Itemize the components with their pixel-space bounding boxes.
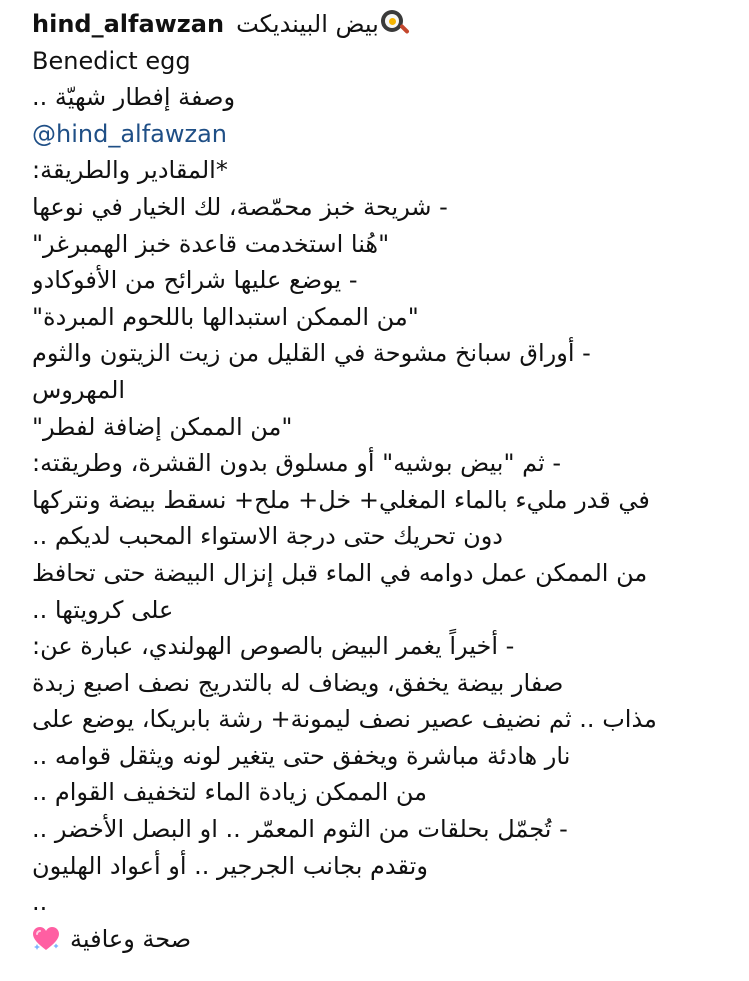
mention-link[interactable]: @hind_alfawzan (32, 119, 227, 148)
caption-line: .. (32, 888, 48, 917)
caption-line: وتقدم بجانب الجرجير .. أو أعواد الهليون (32, 851, 428, 880)
caption-line: نار هادئة مباشرة ويخفق حتى يتغير لونه ويثقل قوامه .. (32, 741, 571, 770)
caption-line: - يوضع عليها شرائح من الأفوكادو (32, 266, 358, 295)
caption-subtitle: وصفة إفطار شهيّة .. (32, 83, 236, 112)
caption-line: - ثم "بيض بوشيه" أو مسلوق بدون القشرة، وطريقته: (32, 449, 562, 478)
caption-title-ar: بيض البينديكت (236, 10, 379, 38)
post-caption (32, 6, 732, 957)
caption-closing: صحة وعافية (70, 924, 192, 953)
caption-line: "من الممكن استبدالها باللحوم المبردة" (32, 302, 419, 331)
caption-line: من الممكن عمل دوامه في الماء قبل إنزال البيضة حتى تحافظ (32, 558, 648, 587)
caption-title-row (32, 6, 732, 43)
caption-closing-row (32, 921, 732, 958)
caption-line: على كرويتها .. (32, 595, 174, 624)
caption-title-en: Benedict egg (32, 46, 191, 75)
caption-line: - تُجمّل بحلقات من الثوم المعمّر .. او البصل الأخضر .. (32, 815, 568, 844)
caption-line: - أخيراً يغمر البيض بالصوص الهولندي، عبارة عن: (32, 632, 515, 661)
caption-line: مذاب .. ثم نضيف عصير نصف ليمونة+ رشة بابريكا، يوضع على (32, 705, 657, 734)
frying-pan-egg-icon (381, 10, 409, 38)
caption-line: "هُنا استخدمت قاعدة خبز الهمبرغر" (32, 229, 390, 258)
caption-line: *المقادير والطريقة: (32, 156, 228, 185)
caption-line: صفار بيضة يخفق، ويضاف له بالتدريج نصف اصبع زبدة (32, 668, 564, 697)
caption-line: في قدر مليء بالماء المغلي+ خل+ ملح+ نسقط بيضة ونتركها (32, 485, 650, 514)
sparkling-heart-icon (32, 926, 60, 952)
username-link[interactable]: hind_alfawzan (32, 10, 225, 38)
caption-line: "من الممكن إضافة لفطر" (32, 412, 293, 441)
caption-line: دون تحريك حتى درجة الاستواء المحبب لديكم .. (32, 522, 503, 551)
caption-line: - شريحة خبز محمّصة، لك الخيار في نوعها (32, 192, 448, 221)
caption-line: من الممكن زيادة الماء لتخفيف القوام .. (32, 778, 428, 807)
caption-line: المهروس (32, 375, 126, 404)
caption-line: - أوراق سبانخ مشوحة في القليل من زيت الزيتون والثوم (32, 339, 591, 368)
